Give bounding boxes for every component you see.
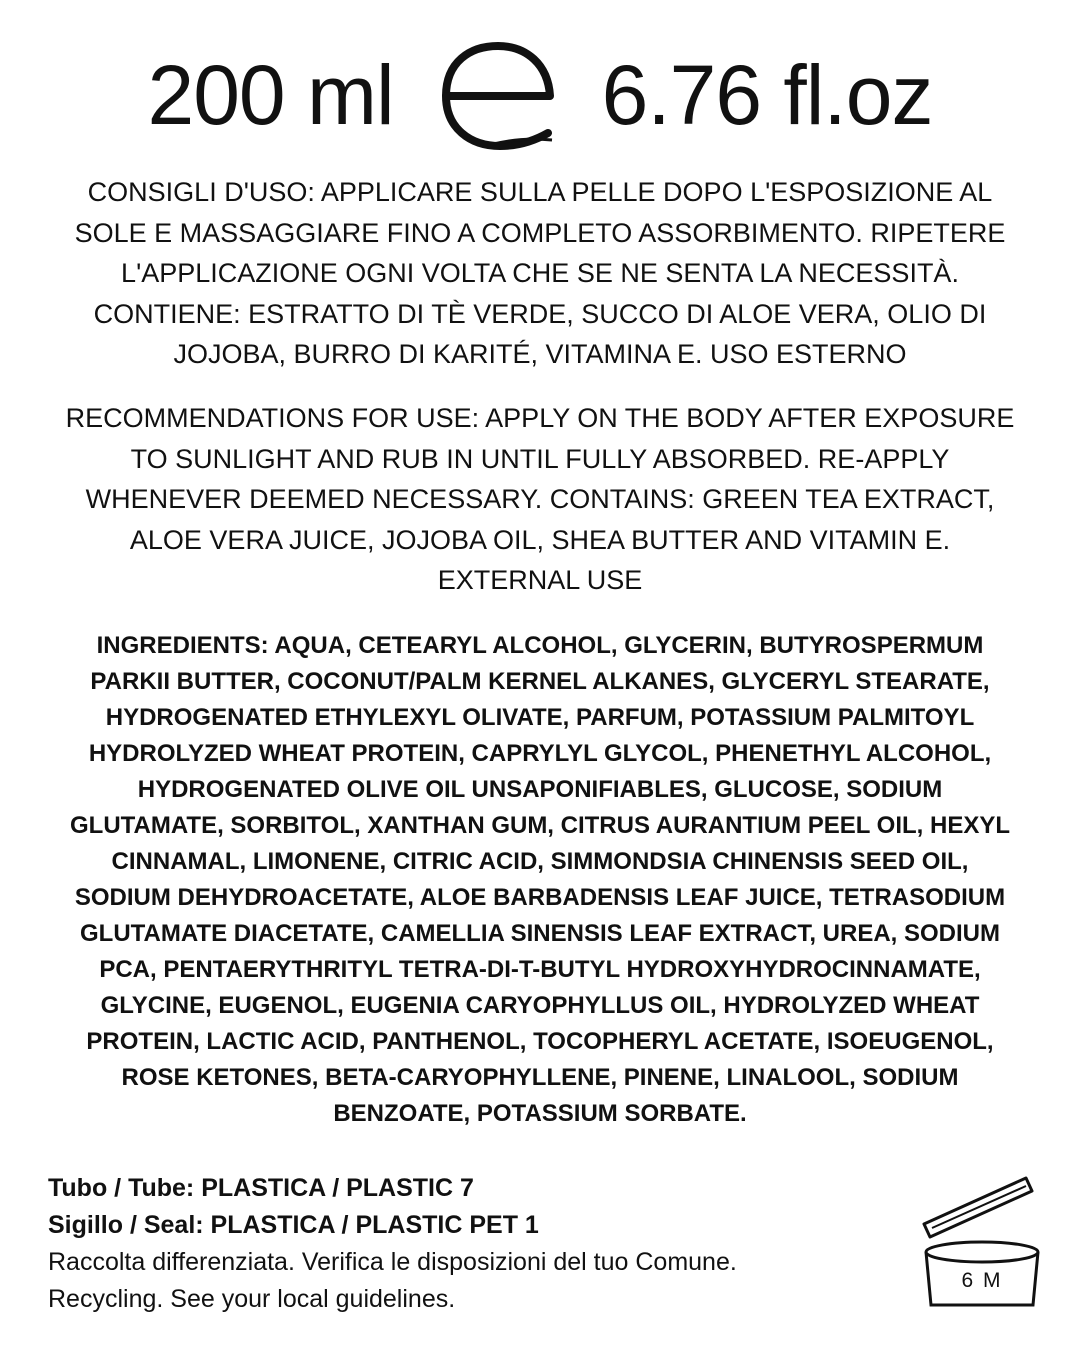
text-line: EXTERNAL USE [437, 565, 643, 596]
text-line: GLUTAMATE DIACETATE, CAMELLIA SINENSIS LEAF EXTRACT, UREA, SODIUM [80, 920, 1000, 947]
text-line: RECOMMENDATIONS FOR USE: APPLY ON THE BODY AFTER EXPOSURE [65, 403, 1015, 433]
text-line: PARKII BUTTER, COCONUT/PALM KERNEL ALKANES, GLYCERYL STEARATE, [90, 668, 990, 695]
text-line: BENZOATE, POTASSIUM SORBATE. [333, 1100, 747, 1127]
open-jar-icon [918, 1174, 1054, 1314]
seal-material: Sigillo / Seal: PLASTICA / PLASTIC PET 1 [48, 1211, 539, 1239]
text-line: INGREDIENTS: AQUA, CETEARYL ALCOHOL, GLYCERIN, BUTYROSPERMUM [96, 632, 984, 659]
text-line: SOLE E MASSAGGIARE FINO A COMPLETO ASSORBIMENTO. RIPETERE [74, 217, 1006, 248]
text-line: HYDROLYZED WHEAT PROTEIN, CAPRYLYL GLYCOL, PHENETHYL ALCOHOL, [88, 740, 992, 767]
volume-header [0, 40, 1080, 150]
text-line: CONTIENE: ESTRATTO DI TÈ VERDE, SUCCO DI ALOE VERA, OLIO DI [93, 298, 987, 329]
text-line: PROTEIN, LACTIC ACID, PANTHENOL, TOCOPHERYL ACETATE, ISOEUGENOL, [86, 1028, 994, 1055]
text-line: SODIUM DEHYDROACETATE, ALOE BARBADENSIS LEAF JUICE, TETRASODIUM [74, 884, 1006, 911]
text-line: ALOE VERA JUICE, JOJOBA OIL, SHEA BUTTER AND VITAMIN E. [129, 524, 951, 555]
text-line: ROSE KETONES, BETA-CARYOPHYLLENE, PINENE, LINALOOL, SODIUM [121, 1064, 959, 1091]
pao-months-label: 6 M [961, 1269, 1003, 1292]
tube-material: Tubo / Tube: PLASTICA / PLASTIC 7 [48, 1174, 474, 1202]
e-mark-estimated-icon [436, 40, 560, 150]
text-line: GLUTAMATE, SORBITOL, XANTHAN GUM, CITRUS AURANTIUM PEEL OIL, HEXYL [70, 812, 1010, 839]
text-line: JOJOBA, BURRO DI KARITÉ, VITAMINA E. USO ESTERNO [173, 339, 907, 370]
text-line: TO SUNLIGHT AND RUB IN UNTIL FULLY ABSORBED. RE-APPLY [130, 443, 950, 474]
recycling-note-italian: Raccolta differenziata. Verifica le disposizioni del tuo Comune. [48, 1248, 737, 1276]
volume-metric: 200 ml [147, 48, 394, 142]
usage-italian [40, 172, 1040, 375]
text-line: GLYCINE, EUGENOL, EUGENIA CARYOPHYLLUS OIL, HYDROLYZED WHEAT [100, 992, 980, 1019]
text-line: CONSIGLI D'USO: APPLICARE SULLA PELLE DOPO L'ESPOSIZIONE AL [87, 177, 993, 207]
usage-english [40, 398, 1040, 601]
ingredients-list [30, 628, 1050, 1132]
text-line: L'APPLICAZIONE OGNI VOLTA CHE SE NE SENTA LA NECESSITÀ. [121, 258, 959, 289]
text-line: WHENEVER DEEMED NECESSARY. CONTAINS: GREEN TEA EXTRACT, [85, 484, 995, 515]
recycling-note-english: Recycling. See your local guidelines. [48, 1285, 456, 1313]
text-line: PCA, PENTAERYTHRITYL TETRA-DI-T-BUTYL HYDROXYHYDROCINNAMATE, [99, 956, 981, 983]
period-after-opening [918, 1174, 1054, 1314]
text-line: CINNAMAL, LIMONENE, CITRIC ACID, SIMMONDSIA CHINENSIS SEED OIL, [111, 848, 969, 875]
text-line: HYDROGENATED OLIVE OIL UNSAPONIFIABLES, GLUCOSE, SODIUM [137, 776, 943, 803]
text-line: HYDROGENATED ETHYLEXYL OLIVATE, PARFUM, POTASSIUM PALMITOYL [105, 704, 975, 731]
recycling-info [48, 1170, 908, 1318]
volume-imperial: 6.76 fl.oz [601, 48, 933, 142]
